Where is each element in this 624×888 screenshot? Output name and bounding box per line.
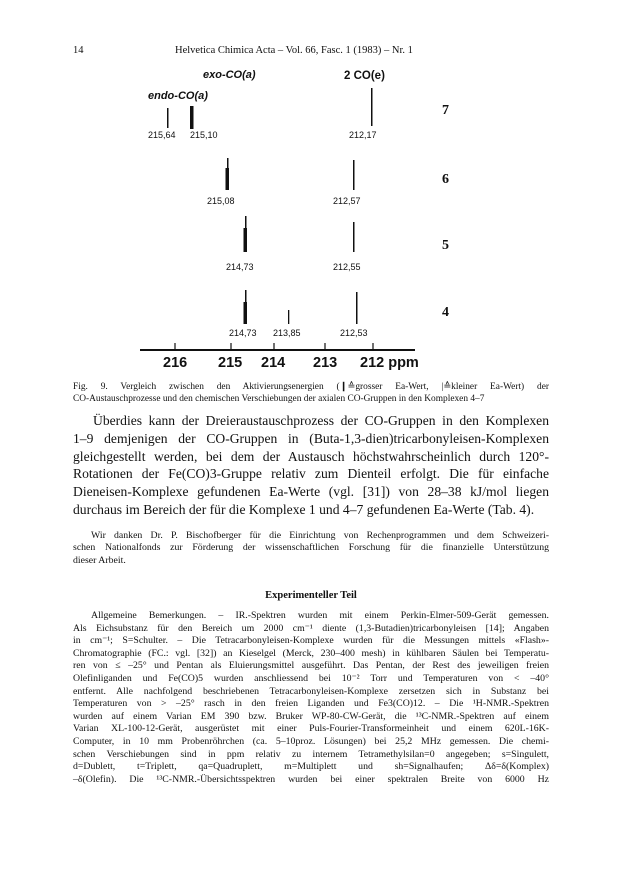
body-line: Rotationen der Fe(CO)3-Gruppe relativ zum Dienteil erfolgt. Die für einfache (73, 466, 549, 482)
label-exo-co: exo-CO(a) (203, 69, 256, 81)
peak-5-212.55 (353, 222, 355, 252)
body-paragraph (73, 412, 549, 519)
exp-line: Allgemeine Bemerkungen. – IR.-Spektren wurden mit einem Perkin-Elmer-509-Gerät gemessen. (91, 610, 549, 621)
peak-4-212.53 (356, 292, 358, 324)
label-endo-co: endo-CO(a) (148, 90, 208, 102)
complex-id-7: 7 (442, 103, 449, 118)
experimental-section (73, 610, 549, 786)
body-line: durchaus im Bereich der für die Komplexe 1 und 4–7 gefundenen Ea-Werte (Tab. 4). (73, 501, 535, 517)
exp-line: ren von ≤ –25° und Pentan als Eluierungsmittel ausgeführt. Das Pentan, der Rest des jeweiligen freien (73, 660, 549, 672)
ppm-axis-line (140, 349, 415, 351)
ack-line: Wir danken Dr. P. Bischofberger für die Einrichtung von Rechenprogrammen und dem Schweizeri- (91, 530, 549, 541)
peak-label-7-3: 212,17 (349, 130, 377, 140)
exp-line: wurden auf einem Varian EM 390 bzw. Bruker WP-80-CW-Gerät, die ¹³C-NMR.-Spektren auf einem (73, 710, 549, 722)
body-line: Dieneisen-Komplexe gefundenen Ea-Werte (vgl. [31]) von 28–38 kJ/mol liegen (73, 484, 549, 500)
peak-5-214.73 (244, 228, 248, 252)
peak-label-5-2: 212,55 (333, 262, 361, 272)
complex-id-5: 5 (442, 238, 449, 253)
peak-7-215.10 (190, 106, 194, 129)
peak-label-4-2: 213,85 (273, 328, 301, 338)
peak-5-214.73-thin (245, 216, 247, 230)
peak-4-213.85 (288, 310, 289, 324)
peak-label-4-3: 212,53 (340, 328, 368, 338)
exp-line: schen Verschiebungen sind in ppm relativ zu internem Tetramethylsilan=0 angegeben; s=Singulett, (73, 748, 549, 760)
peak-label-6-1: 215,08 (207, 196, 235, 206)
peak-label-6-2: 212,57 (333, 196, 361, 206)
axis-tick-label-214: 214 (261, 355, 286, 371)
stick-spectrum-svg (0, 0, 624, 380)
exp-line: Olefinliganden und Fe(CO)5 wurden anschliessend bei 10⁻² Torr und Temperaturen von < –40° (73, 672, 549, 684)
body-line: Überdies kann der Dreieraustauschprozess der CO-Gruppen in den Komplexen (93, 413, 549, 428)
figure-9 (0, 0, 624, 380)
caption-line-1: Fig. 9. Vergleich zwischen den Aktivierungsenergien (❙≙grosser Ea-Wert, |≙kleiner Ea-Wert) der (73, 382, 549, 392)
peak-label-4-1: 214,73 (229, 328, 257, 338)
axis-tick-label-212: 212 ppm (360, 355, 419, 371)
peak-label-7-2: 215,10 (190, 130, 218, 140)
page-number: 14 (73, 45, 84, 56)
body-line: gleichgestellt werden, bei dem der Austausch höchstwahrscheinlich durch 120°- (73, 448, 549, 464)
caption-line-2: CO-Austauschprozesse und den chemischen Verschiebungen der axialen CO-Gruppen in den Komplexen 4–7 (73, 394, 485, 404)
complex-id-4: 4 (442, 305, 449, 320)
running-head: Helvetica Chimica Acta – Vol. 66, Fasc. 1 (1983) – Nr. 1 (175, 45, 413, 56)
peak-6-212.57 (353, 160, 355, 190)
section-title: Experimenteller Teil (265, 590, 357, 601)
exp-line: Als Eichsubstanz für den Bereich um 2000 cm⁻¹ diente (1,3-Butadien)tricarbonyleisen [14]; Angaben (73, 622, 549, 634)
exp-line: Computer, in 10 mm Probenröhrchen (ca. 5–10proz. Lösungen) bei 25,2 MHz gemessen. Die chemi- (73, 735, 549, 747)
ack-line: schen Nationalfonds zur Förderung der wissenschaftlichen Forschung für die finanzielle Unterstützung (73, 542, 549, 554)
axis-tick-label-215: 215 (218, 355, 243, 371)
exp-line: entfernt. Alle nachfolgend beschriebenen Tetracarbonyleisen-Komplexe zersetzen sich in Substanz bei (73, 685, 549, 697)
exp-line: Varian XL-100-12-Gerät, ausgerüstet mit einer Puls-Fourier-Transformeinheit und einem 620L-16K- (73, 723, 549, 735)
peak-4-214.73 (244, 302, 248, 324)
acknowledgement (73, 530, 549, 567)
peak-4-214.73-thin (245, 290, 247, 304)
axis-tick-label-216: 216 (163, 355, 188, 371)
exp-line: in cm⁻¹; S=Schulter. – Die Tetracarbonyleisen-Komplexe wurden für die Messungen mittels «Flash»- (73, 635, 549, 647)
exp-line: Temperaturen von > –25° rasch in den freien Liganden und Fe3(CO)12. – Die ¹H-NMR.-Spektren (73, 698, 549, 710)
ack-line: dieser Arbeit. (73, 554, 126, 566)
exp-line: d=Dublett, t=Triplett, qa=Quadruplett, m=Multiplett und sh=Signalhaufen; Δδ=δ(Komplex) (73, 761, 549, 773)
peak-7-212.17 (371, 88, 373, 126)
peak-label-7-1: 215,64 (148, 130, 176, 140)
exp-line: Chromatographie (FC.: vgl. [32]) an Kieselgel (Merck, 230–400 mesh) in kühlbaren Säulen bei Temperatu- (73, 647, 549, 659)
exp-line: –δ(Olefin). Die ¹³C-NMR.-Übersichtsspektren wurden bei einer spektralen Breite von 6000 Hz (73, 773, 549, 785)
peak-6-215.08 (226, 168, 230, 190)
label-eq-co: 2 CO(e) (344, 70, 385, 82)
peak-label-5-1: 214,73 (226, 262, 254, 272)
body-line: 1–9 demjenigen der CO-Gruppen in (Buta-1,3-dien)tricarbonyleisen-Komplexen (73, 430, 549, 446)
complex-id-6: 6 (442, 172, 449, 187)
figure-caption (73, 381, 549, 405)
axis-tick-label-213: 213 (313, 355, 338, 371)
peak-7-215.64 (167, 108, 169, 128)
